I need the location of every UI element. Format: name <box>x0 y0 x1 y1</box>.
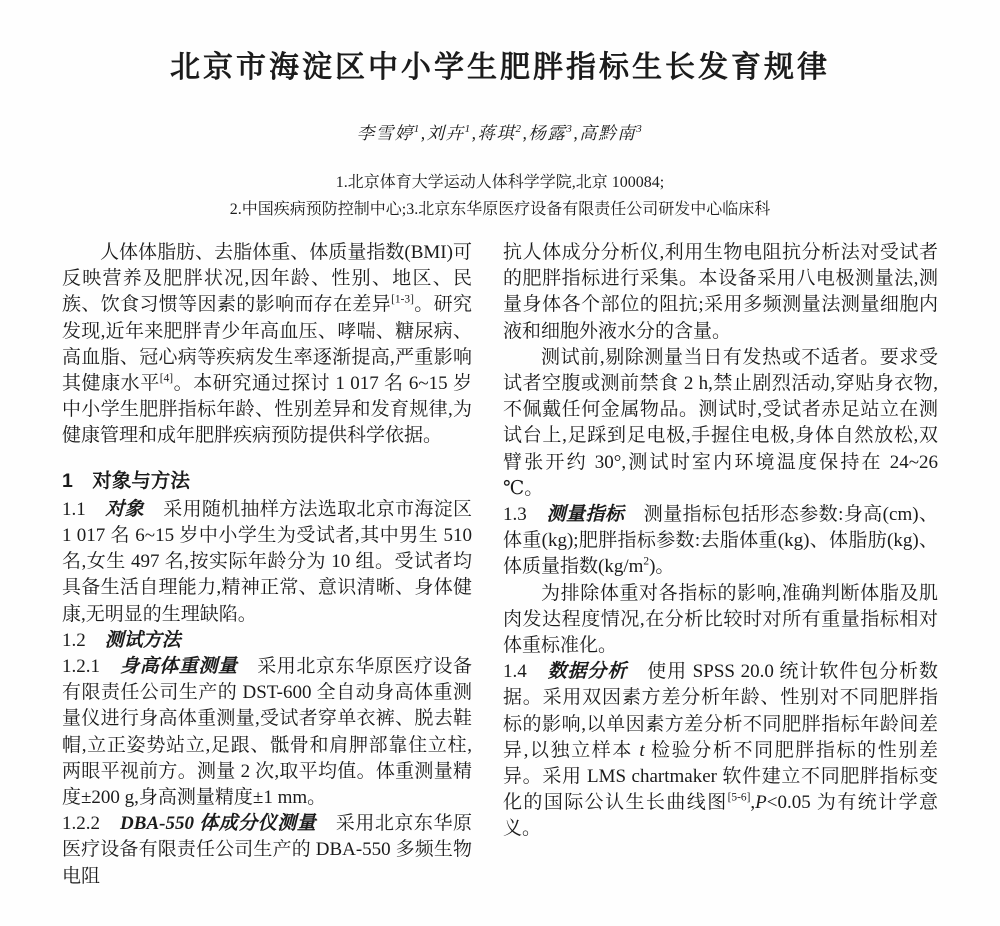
paragraph <box>503 502 938 581</box>
paragraph <box>503 581 938 660</box>
right-column <box>503 240 938 890</box>
body-columns <box>62 240 938 890</box>
author-line <box>0 120 1000 145</box>
text-run: )。 <box>649 556 675 578</box>
text-run: 。研究发现,近年来肥胖青少年高血压、哮喘、糖尿病、高血脂、冠心病等疾病发生率逐渐提高,严重影响其健康水平 <box>62 294 472 395</box>
section-heading <box>62 468 472 494</box>
author-affiliation-ref: 3 <box>566 123 574 136</box>
author-separator: , <box>471 123 478 143</box>
author-affiliation-ref: 2 <box>515 123 523 136</box>
text-run: 人体体脂肪、去脂体重、体质量指数(BMI)可反映营养及肥胖状况,因年龄、性别、地区、民族、饮食习惯等因素的影响而存在差异 <box>62 242 472 316</box>
author-separator: , <box>522 123 529 143</box>
text-run: , <box>750 792 756 814</box>
text-run: 测试方法 <box>104 629 181 651</box>
affiliation-block <box>0 169 1000 223</box>
author-affiliation-ref: 1 <box>464 123 472 136</box>
author-name: 蒋琪 <box>477 123 516 143</box>
author-name: 李雪婷 <box>356 123 414 143</box>
author-name: 杨露 <box>528 123 567 143</box>
text-run: 测量指标包括形态参数:身高(cm)、体重(kg);肥胖指标参数:去脂体重(kg)、体脂肪(kg)、体质量指数(kg/m <box>503 504 938 578</box>
text-run: 采用北京东华原医疗设备有限责任公司生产的 DBA-550 多频生物电阻 <box>62 813 472 887</box>
author <box>478 123 523 143</box>
author-name: 高黔南 <box>579 123 637 143</box>
reference-superscript: [4] <box>159 372 174 385</box>
affiliation-line-2: 2.中国疾病预防控制中心;3.北京东华原医疗设备有限责任公司研发中心临床科 <box>229 201 771 218</box>
text-run: 1.2.2 <box>62 813 121 835</box>
text-run: <0.05 为有统计学意义。 <box>503 792 938 840</box>
text-run: 1.2.1 <box>62 656 121 678</box>
text-run: 1.1 <box>62 498 106 520</box>
text-run: 使用 SPSS 20.0 统计软件包分析数据。采用双因素方差分析年龄、性别对不同肥胖指标的影响,以单因素方差分析不同肥胖指标年龄间差异,以独立样本 <box>503 661 938 761</box>
author-affiliation-ref: 1 <box>413 123 421 136</box>
text-run: 抗人体成分分析仪,利用生物电阻抗分析法对受试者的肥胖指标进行采集。本设备采用八电极测量法,测量身体各个部位的阻抗;采用多频测量法测量细胞内液和细胞外液水分的含量。 <box>503 242 938 342</box>
reference-superscript: [5-6] <box>727 791 751 804</box>
text-run: t <box>639 739 645 761</box>
text-run: 检验分析不同肥胖指标的性别差异。采用 LMS chartmaker 软件建立不同肥胖指标变化的国际公认生长曲线图 <box>503 739 938 814</box>
text-run: 对象 <box>105 498 144 520</box>
left-column <box>62 240 472 890</box>
paragraph <box>62 811 472 890</box>
text-run: 为排除体重对各指标的影响,准确判断体脂及肌肉发达程度情况,在分析比较时对所有重量指标相对体重标准化。 <box>503 582 938 657</box>
text-run: 1.4 <box>503 661 548 683</box>
text-run: 测试前,剔除测量当日有发热或不适者。要求受试者空腹或测前禁食 2 h,禁止剧烈活动,穿贴身衣物,不佩戴任何金属物品。测试时,受试者赤足站立在测试台上,足踩到足电极,手握住电极,身体自然放松,双臂张开约 30°,测试时室内环境温度保持在 24~26 ℃。 <box>503 346 938 499</box>
text-run: DBA-550 体成分仪测量 <box>120 813 317 835</box>
paragraph <box>503 659 938 842</box>
text-run: 数据分析 <box>547 661 628 683</box>
author-separator: , <box>420 123 427 143</box>
paragraph <box>62 628 472 654</box>
author-affiliation-ref: 3 <box>636 123 644 136</box>
text-run: 采用随机抽样方法选取北京市海淀区 1 017 名 6~15 岁中小学生为受试者,其中男生 510 名,女生 497 名,按实际年龄分为 10 组。受试者均具备生活自理能力,精神正常、意识清晰、身体健康,无明显的生理缺陷。 <box>62 498 472 625</box>
paragraph <box>503 240 938 345</box>
author <box>357 123 421 143</box>
text-run: 采用北京东华原医疗设备有限责任公司生产的 DST-600 全自动身高体重测量仪进行身高体重测量,受试者穿单衣裤、脱去鞋帽,立正姿势站立,足跟、骶骨和肩胛部靠住立柱,两眼平视前方。测量 2 次,取平均值。体重测量精度±200 g,身高测量精度±1 mm。 <box>62 656 472 809</box>
author <box>579 123 643 143</box>
text-run: 测量指标 <box>546 504 625 526</box>
text-run: P <box>755 792 767 814</box>
text-run: 身高体重测量 <box>120 656 238 678</box>
author-separator: , <box>573 123 580 143</box>
text-run: 1.3 <box>503 504 547 526</box>
paper-title: 北京市海淀区中小学生肥胖指标生长发育规律 <box>170 51 830 84</box>
text-run: 。本研究通过探讨 1 017 名 6~15 岁中小学生肥胖指标年龄、性别差异和发育规律,为健康管理和成年肥胖疾病预防提供科学依据。 <box>62 373 472 447</box>
paragraph <box>62 654 472 811</box>
reference-superscript: 2 <box>643 556 650 569</box>
author <box>427 123 472 143</box>
text-run: 1 对象与方法 <box>62 469 190 492</box>
affiliation-line-1: 1.北京体育大学运动人体科学学院,北京 100084; <box>335 174 665 191</box>
text-run: 1.2 <box>62 629 105 651</box>
reference-superscript: [1-3] <box>391 294 414 307</box>
author <box>528 123 573 143</box>
paragraph <box>62 497 472 628</box>
paragraph <box>62 240 472 450</box>
author-name: 刘卉 <box>426 123 465 143</box>
paragraph <box>503 345 938 502</box>
